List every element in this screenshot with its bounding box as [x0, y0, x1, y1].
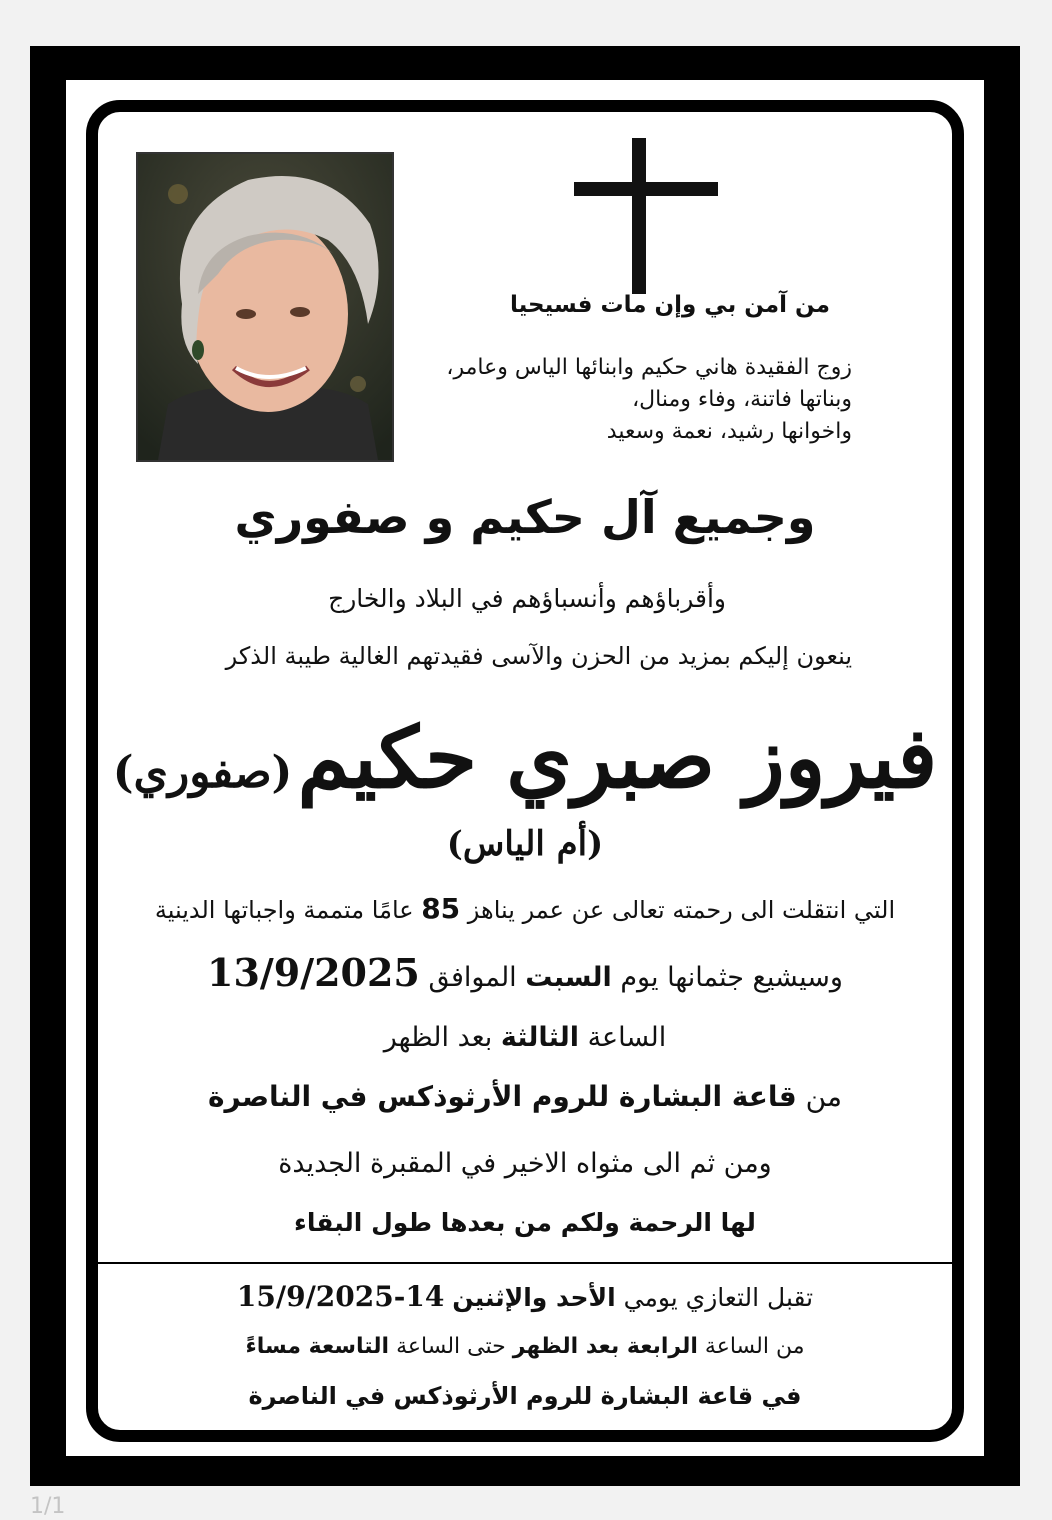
hall-name: قاعة البشارة للروم الأرثوذكس في الناصرة: [208, 1080, 797, 1113]
funeral-time: [98, 1022, 952, 1053]
hours-until: حتى الساعة: [389, 1334, 513, 1359]
family-names: وجميع آل حكيم و صفوري: [234, 490, 816, 544]
relatives-line: زوج الفقيدة هاني حكيم وابنائها الياس وعامر،: [446, 355, 852, 380]
condolence-day-names: الأحد والإثنين: [452, 1283, 616, 1312]
funeral-day: السبت: [525, 962, 612, 993]
divider: [98, 1262, 952, 1264]
black-border-frame: [30, 46, 1020, 1486]
time-prefix: الساعة: [578, 1022, 667, 1053]
age-suffix: عامًا متممة واجباتها الدينية: [154, 896, 422, 924]
hours-from: من الساعة: [697, 1334, 805, 1359]
relatives-line: وبناتها فاتنة، وفاء ومنال،: [632, 387, 852, 412]
hall-prefix: من: [796, 1080, 842, 1113]
condolence-prefix: تقبل التعازي يومي: [615, 1283, 814, 1312]
blessing-line: لها الرحمة ولكم من بعدها طول البقاء: [294, 1208, 756, 1237]
condolence-days: [98, 1280, 952, 1313]
deceased-kunya: (أم الياس): [446, 824, 604, 864]
cemetery-line: ومن ثم الى مثواه الاخير في المقبرة الجديدة: [278, 1148, 772, 1179]
age-line: [98, 892, 952, 925]
age-prefix: التي انتقلت الى رحمته تعالى عن عمر يناهز: [460, 896, 896, 924]
relatives-abroad: وأقرباؤهم وأنسباؤهم في البلاد والخارج: [328, 584, 726, 613]
funeral-line: [98, 950, 952, 995]
time-suffix: بعد الظهر: [383, 1022, 501, 1053]
cross-icon: [574, 138, 718, 294]
page-indicator: 1/1: [30, 1494, 66, 1519]
notice-paper: [66, 80, 984, 1456]
deceased-full-name: فيروز صبري حكيم: [297, 708, 938, 807]
time-hour: الثالثة: [500, 1022, 579, 1053]
obituary-panel: [86, 100, 964, 1442]
condolence-place: في قاعة البشارة للروم الأرثوذكس في الناصرة: [248, 1382, 802, 1410]
funeral-middle: الموافق: [419, 962, 526, 993]
funeral-date: 13/9/2025: [207, 950, 420, 995]
mourning-text: ينعون إليكم بمزيد من الحزن والآسى فقيدتهم الغالية طيبة الذكر: [225, 642, 852, 670]
hours-end: التاسعة مساءً: [245, 1334, 390, 1359]
deceased-portrait: [136, 152, 394, 462]
age-value: 85: [421, 892, 461, 925]
hours-start: الرابعة بعد الظهر: [512, 1334, 698, 1359]
funeral-prefix: وسيشيع جثمانها يوم: [611, 962, 843, 993]
condolence-dates: 14-15/9/2025: [236, 1280, 445, 1313]
funeral-hall: [98, 1080, 952, 1113]
deceased-maiden-name: (صفوري): [112, 747, 293, 798]
bible-verse: من آمن بي وإن مات فسيحيا: [510, 292, 830, 318]
relatives-list: [446, 352, 852, 448]
deceased-name: [98, 708, 952, 807]
condolence-hours: [98, 1334, 952, 1359]
relatives-line: واخوانها رشيد، نعمة وسعيد: [606, 419, 852, 444]
